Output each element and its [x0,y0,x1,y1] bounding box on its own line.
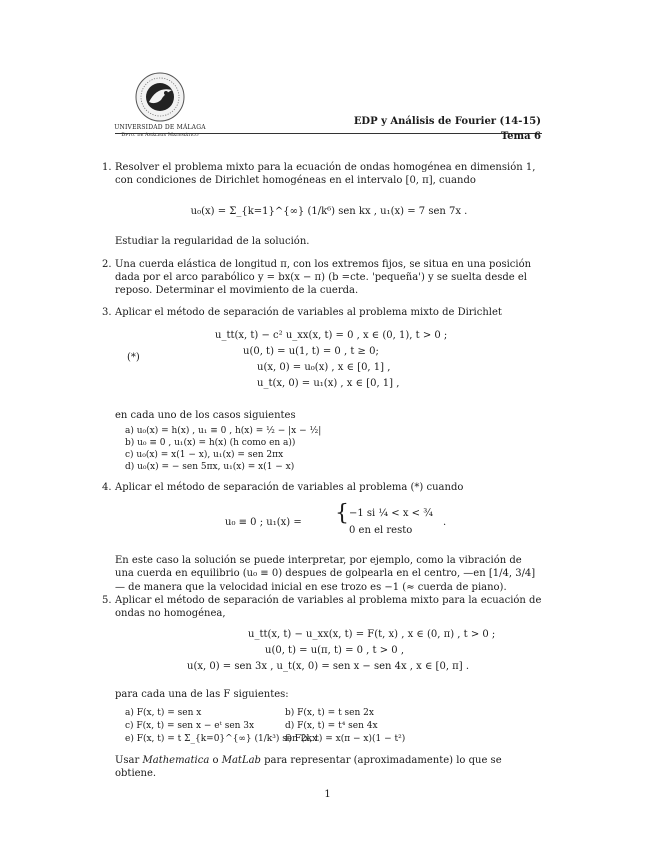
system-line: u(x, 0) = u₀(x) , x ∈ [0, 1] , [257,362,391,374]
case-item: d) F(x, t) = t⁴ sen 4x [285,720,378,731]
equation-end: . [443,517,447,529]
problem-number: 5. [102,595,112,606]
problem-after: en cada uno de los casos siguientes [115,410,296,422]
system-line: u_tt(x, t) − c² u_xx(x, t) = 0 , x ∈ (0, 1), t > 0 ; [215,330,448,342]
problem-5 [102,594,543,780]
problem-after: para cada una de las F siguientes: [115,689,289,701]
problem-number: 2. [102,259,112,270]
problem-number: 1. [102,162,112,173]
problem-3 [102,306,543,482]
software-matlab: MatLab [221,754,261,766]
equation-left: u₀ ≡ 0 ; u₁(x) = [225,517,302,529]
course-title: EDP y Análisis de Fourier (14-15) [353,116,541,127]
system-label: (*) [127,352,140,364]
brace-icon: { [335,501,349,527]
university-name: UNIVERSIDAD DE MÁLAGA [114,124,206,131]
problem-2 [102,258,543,298]
header-rule [115,133,542,134]
case-item: b) F(x, t) = t sen 2x [285,707,374,718]
topic-label: Tema 6 [500,131,541,142]
case-item: d) u₀(x) = − sen 5πx, u₁(x) = x(1 − x) [125,462,295,473]
system-line: u(x, 0) = sen 3x , u_t(x, 0) = sen x − sen 4x , x ∈ [0, π] . [187,661,470,673]
system-line: u_t(x, 0) = u₁(x) , x ∈ [0, 1] , [257,378,400,390]
case-item: c) u₀(x) = x(1 − x), u₁(x) = sen 2πx [125,450,284,461]
final-post: para representar (aproximadamente) lo que se obtiene. [115,754,502,779]
problem-text: Resolver el problema mixto para la ecuación de ondas homogénea en dimensión 1, con condiciones de Dirichlet homogéneas en el intervalo [0, π], cuando [115,162,536,187]
page-number: 1 [324,789,331,800]
case-item: f) F(x, t) = x(π − x)(1 − t²) [285,733,406,744]
problem-4 [102,481,543,594]
problem-after: Estudiar la regularidad de la solución. [115,236,310,248]
software-mathematica: Mathematica [142,754,210,766]
case-item: a) u₀(x) = h(x) , u₁ ≡ 0 , h(x) = ½ − |x − ½| [125,426,322,437]
case-item: c) F(x, t) = sen x − eᵗ sen 3x [125,720,255,731]
problem-number: 3. [102,307,112,318]
piece-line: −1 si ¼ < x < ¾ [349,508,433,520]
department-name: Dpto. de Análisis Matemático [121,132,199,138]
problem-text: Aplicar el método de separación de variables al problema mixto de Dirichlet [115,307,502,318]
problem-1 [102,161,543,249]
problem-number: 4. [102,482,112,493]
university-seal [135,72,185,122]
problem-after: En este caso la solución se puede interpretar, por ejemplo, como la vibración de una cuerda en equilibrio (u₀ ≡ 0) despues de golpearla en el centro, —en [1/4, 3/4]— de manera que la velocidad inicial en ese trozo es −1 (≈ cuerda de piano). [115,555,536,593]
final-pre: Usar [115,754,140,766]
case-item: b) u₀ ≡ 0 , u₁(x) = h(x) (h como en a)) [125,438,296,449]
final-instruction [115,754,543,780]
case-item: e) F(x, t) = t Σ_{k=0}^{∞} (1/k³) sen 2kx [125,733,318,744]
problem-text: Aplicar el método de separación de variables al problema mixto para la ecuación de ondas no homogénea, [115,595,542,620]
problem-text: Una cuerda elástica de longitud π, con los extremos fijos, se situa en una posición dada por el arco parabólico y = bx(x − π) (b =cte. 'pequeña') y se suelta desde el reposo. Determinar el movimiento de la cuerda. [115,259,532,297]
system-line: u(0, t) = u(1, t) = 0 , t ≥ 0; [243,346,379,358]
case-item: a) F(x, t) = sen x [125,707,202,718]
piece-line: 0 en el resto [349,525,413,537]
system-line: u(0, t) = u(π, t) = 0 , t > 0 , [265,645,405,657]
problem-text: Aplicar el método de separación de variables al problema (*) cuando [115,482,464,493]
final-mid: o [212,754,219,766]
equation: u₀(x) = Σ_{k=1}^{∞} (1/k⁶) sen kx , u₁(x) = 7 sen 7x . [190,206,468,218]
system-line: u_tt(x, t) − u_xx(x, t) = F(t, x) , x ∈ (0, π) , t > 0 ; [248,629,496,641]
